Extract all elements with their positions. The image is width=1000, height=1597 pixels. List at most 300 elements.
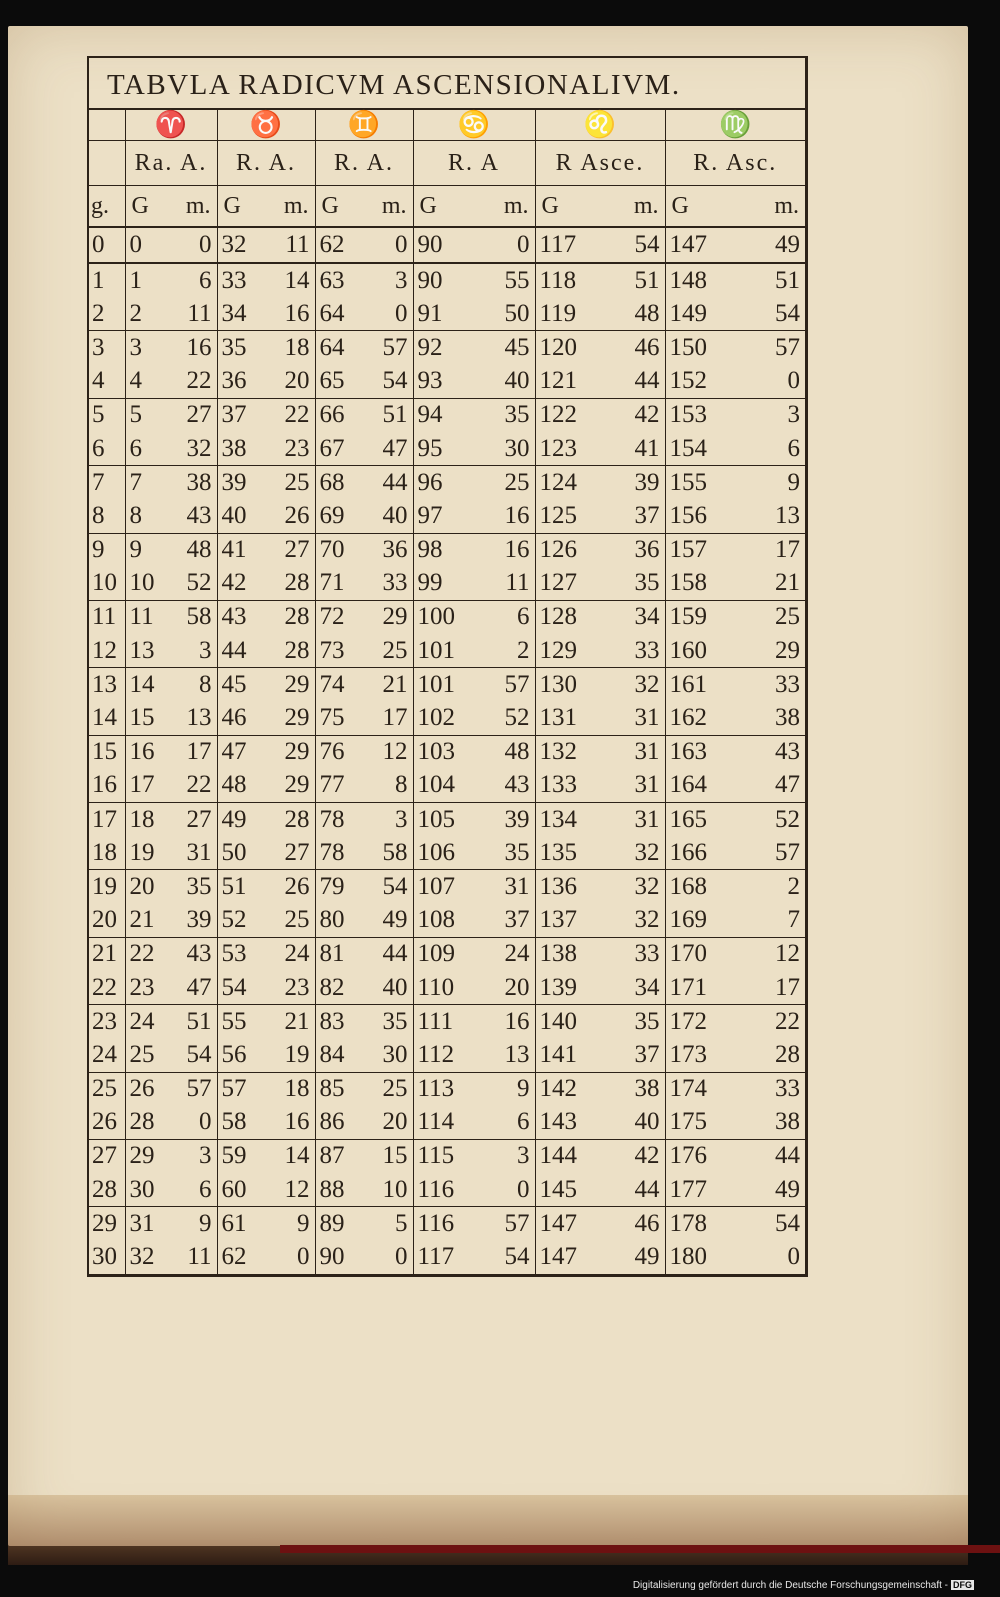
value-degrees: 80 bbox=[319, 906, 345, 934]
value-degrees: 78 bbox=[319, 805, 345, 833]
unit-degrees: G bbox=[223, 192, 241, 219]
value-cell bbox=[413, 735, 535, 769]
value-minutes: 23 bbox=[284, 434, 310, 462]
value-degrees: 49 bbox=[221, 805, 247, 833]
value-degrees: 121 bbox=[539, 367, 577, 395]
value-minutes: 7 bbox=[787, 906, 800, 934]
value-degrees: 150 bbox=[669, 333, 707, 361]
value-minutes: 47 bbox=[186, 973, 212, 1001]
value-minutes: 16 bbox=[284, 1108, 310, 1136]
value-minutes: 54 bbox=[504, 1243, 530, 1271]
value-cell bbox=[665, 971, 805, 1005]
value-minutes: 36 bbox=[634, 536, 660, 564]
value-cell bbox=[315, 836, 413, 870]
value-degrees: 32 bbox=[129, 1243, 155, 1271]
value-degrees: 96 bbox=[417, 468, 443, 496]
value-cell bbox=[413, 1106, 535, 1140]
value-minutes: 6 bbox=[787, 434, 800, 462]
value-cell bbox=[315, 600, 413, 634]
value-cell bbox=[315, 227, 413, 263]
unit-cell bbox=[315, 186, 413, 228]
value-degrees: 115 bbox=[417, 1142, 455, 1170]
col-header: R Asce. bbox=[535, 141, 665, 186]
value-degrees: 23 bbox=[129, 973, 155, 1001]
value-degrees: 25 bbox=[129, 1040, 155, 1068]
value-minutes: 3 bbox=[199, 636, 212, 664]
value-minutes: 9 bbox=[199, 1209, 212, 1237]
value-cell bbox=[413, 432, 535, 466]
value-cell bbox=[413, 870, 535, 904]
degree-cell: 1 bbox=[92, 266, 105, 294]
value-cell bbox=[315, 668, 413, 702]
value-minutes: 57 bbox=[504, 670, 530, 698]
value-degrees: 130 bbox=[539, 670, 577, 698]
value-cell bbox=[217, 937, 315, 971]
value-degrees: 94 bbox=[417, 401, 443, 429]
value-cell bbox=[535, 701, 665, 735]
degree-cell: 14 bbox=[89, 701, 125, 735]
degree-cell: 29 bbox=[92, 1209, 117, 1237]
value-minutes: 37 bbox=[634, 501, 660, 529]
value-minutes: 35 bbox=[382, 1007, 408, 1035]
value-degrees: 84 bbox=[319, 1040, 345, 1068]
value-cell bbox=[665, 803, 805, 837]
value-degrees: 32 bbox=[221, 231, 247, 258]
sign-leo: ♌ bbox=[535, 110, 665, 141]
value-cell bbox=[413, 365, 535, 399]
value-cell bbox=[413, 1240, 535, 1274]
value-cell bbox=[535, 971, 665, 1005]
value-degrees: 125 bbox=[539, 501, 577, 529]
value-cell bbox=[315, 533, 413, 567]
value-degrees: 153 bbox=[669, 401, 707, 429]
value-degrees: 89 bbox=[319, 1209, 345, 1237]
value-cell bbox=[315, 769, 413, 803]
value-cell bbox=[665, 904, 805, 938]
value-cell bbox=[665, 1005, 805, 1039]
value-degrees: 14 bbox=[129, 670, 155, 698]
degree-cell: 13 bbox=[92, 670, 117, 698]
value-degrees: 106 bbox=[417, 838, 455, 866]
value-degrees: 88 bbox=[319, 1175, 345, 1203]
value-minutes: 57 bbox=[775, 838, 800, 866]
value-degrees: 123 bbox=[539, 434, 577, 462]
value-minutes: 30 bbox=[504, 434, 530, 462]
value-degrees: 22 bbox=[129, 940, 155, 968]
value-degrees: 0 bbox=[129, 231, 142, 258]
unit-minutes: m. bbox=[503, 192, 529, 219]
value-minutes: 26 bbox=[284, 872, 310, 900]
value-cell bbox=[413, 769, 535, 803]
value-minutes: 54 bbox=[382, 872, 408, 900]
value-degrees: 47 bbox=[221, 738, 247, 766]
table-row bbox=[89, 533, 805, 567]
value-minutes: 12 bbox=[775, 940, 800, 968]
value-minutes: 17 bbox=[382, 704, 408, 732]
value-cell bbox=[125, 1106, 217, 1140]
col-header: R. A. bbox=[315, 141, 413, 186]
value-cell bbox=[125, 1139, 217, 1173]
value-degrees: 86 bbox=[319, 1108, 345, 1136]
value-cell bbox=[217, 1173, 315, 1207]
value-degrees: 50 bbox=[221, 838, 247, 866]
value-minutes: 29 bbox=[284, 670, 310, 698]
value-minutes: 54 bbox=[382, 367, 408, 395]
value-minutes: 49 bbox=[775, 231, 800, 258]
value-degrees: 97 bbox=[417, 501, 443, 529]
unit-row bbox=[89, 186, 805, 228]
value-degrees: 67 bbox=[319, 434, 345, 462]
value-cell bbox=[125, 735, 217, 769]
value-minutes: 28 bbox=[284, 636, 310, 664]
value-minutes: 9 bbox=[517, 1075, 530, 1103]
value-minutes: 35 bbox=[634, 1007, 660, 1035]
value-degrees: 90 bbox=[417, 266, 443, 294]
value-degrees: 91 bbox=[417, 299, 443, 327]
value-cell bbox=[413, 1005, 535, 1039]
value-degrees: 71 bbox=[319, 569, 345, 597]
value-degrees: 111 bbox=[417, 1007, 454, 1035]
value-cell bbox=[315, 971, 413, 1005]
value-minutes: 35 bbox=[504, 401, 530, 429]
value-cell bbox=[217, 227, 315, 263]
value-degrees: 11 bbox=[129, 603, 154, 631]
value-minutes: 40 bbox=[382, 973, 408, 1001]
table-row bbox=[89, 769, 805, 803]
value-cell bbox=[535, 1106, 665, 1140]
value-degrees: 173 bbox=[669, 1040, 707, 1068]
value-degrees: 42 bbox=[221, 569, 247, 597]
value-cell bbox=[665, 701, 805, 735]
value-cell bbox=[315, 1106, 413, 1140]
value-minutes: 54 bbox=[186, 1040, 212, 1068]
value-degrees: 7 bbox=[129, 468, 142, 496]
value-degrees: 4 bbox=[129, 367, 142, 395]
value-cell bbox=[125, 803, 217, 837]
value-cell bbox=[125, 1005, 217, 1039]
value-degrees: 172 bbox=[669, 1007, 707, 1035]
value-cell bbox=[217, 398, 315, 432]
value-cell bbox=[315, 263, 413, 297]
value-minutes: 43 bbox=[504, 771, 530, 799]
value-cell bbox=[125, 1173, 217, 1207]
value-minutes: 47 bbox=[775, 771, 800, 799]
value-degrees: 104 bbox=[417, 771, 455, 799]
value-degrees: 18 bbox=[129, 805, 155, 833]
value-minutes: 0 bbox=[517, 1175, 530, 1203]
sign-gemini: ♊ bbox=[315, 110, 413, 141]
value-degrees: 44 bbox=[221, 636, 247, 664]
value-minutes: 8 bbox=[199, 670, 212, 698]
value-minutes: 48 bbox=[186, 536, 212, 564]
value-cell bbox=[535, 432, 665, 466]
value-degrees: 147 bbox=[539, 1209, 577, 1237]
value-cell bbox=[665, 870, 805, 904]
value-minutes: 44 bbox=[775, 1142, 800, 1170]
value-degrees: 52 bbox=[221, 906, 247, 934]
value-minutes: 57 bbox=[504, 1209, 530, 1237]
value-degrees: 116 bbox=[417, 1209, 455, 1237]
value-degrees: 174 bbox=[669, 1075, 707, 1103]
ascension-table bbox=[87, 56, 808, 1277]
value-degrees: 162 bbox=[669, 704, 707, 732]
value-cell bbox=[535, 1207, 665, 1241]
value-degrees: 128 bbox=[539, 603, 577, 631]
value-degrees: 180 bbox=[669, 1243, 707, 1271]
value-cell bbox=[413, 297, 535, 331]
value-minutes: 28 bbox=[284, 569, 310, 597]
value-cell bbox=[535, 227, 665, 263]
value-cell bbox=[665, 1207, 805, 1241]
value-minutes: 2 bbox=[787, 872, 800, 900]
value-degrees: 68 bbox=[319, 468, 345, 496]
value-cell bbox=[217, 1139, 315, 1173]
value-minutes: 14 bbox=[284, 266, 310, 294]
value-minutes: 44 bbox=[382, 468, 408, 496]
value-minutes: 26 bbox=[284, 501, 310, 529]
value-degrees: 39 bbox=[221, 468, 247, 496]
value-degrees: 149 bbox=[669, 299, 707, 327]
value-minutes: 51 bbox=[634, 266, 660, 294]
value-cell bbox=[315, 398, 413, 432]
value-cell bbox=[315, 1072, 413, 1106]
value-degrees: 157 bbox=[669, 536, 707, 564]
value-cell bbox=[535, 600, 665, 634]
value-minutes: 25 bbox=[775, 603, 800, 631]
value-minutes: 0 bbox=[395, 1243, 408, 1271]
value-minutes: 49 bbox=[775, 1175, 800, 1203]
value-minutes: 57 bbox=[775, 333, 800, 361]
value-degrees: 81 bbox=[319, 940, 345, 968]
degree-cell: 10 bbox=[89, 567, 125, 601]
value-minutes: 43 bbox=[186, 940, 212, 968]
value-minutes: 3 bbox=[395, 805, 408, 833]
value-minutes: 33 bbox=[775, 1075, 800, 1103]
value-cell bbox=[125, 263, 217, 297]
value-degrees: 70 bbox=[319, 536, 345, 564]
degree-cell: 24 bbox=[89, 1038, 125, 1072]
value-minutes: 18 bbox=[284, 1075, 310, 1103]
value-cell bbox=[217, 533, 315, 567]
value-cell bbox=[413, 600, 535, 634]
value-degrees: 122 bbox=[539, 401, 577, 429]
value-degrees: 93 bbox=[417, 367, 443, 395]
value-cell bbox=[125, 1207, 217, 1241]
value-degrees: 137 bbox=[539, 906, 577, 934]
value-cell bbox=[217, 600, 315, 634]
value-minutes: 24 bbox=[504, 940, 530, 968]
value-cell bbox=[125, 904, 217, 938]
value-degrees: 159 bbox=[669, 603, 707, 631]
degree-cell: 3 bbox=[92, 333, 105, 361]
value-minutes: 34 bbox=[634, 973, 660, 1001]
value-minutes: 51 bbox=[186, 1007, 212, 1035]
value-cell bbox=[315, 803, 413, 837]
value-minutes: 18 bbox=[284, 333, 310, 361]
value-minutes: 11 bbox=[187, 299, 212, 327]
value-minutes: 39 bbox=[186, 906, 212, 934]
value-cell bbox=[665, 735, 805, 769]
value-degrees: 66 bbox=[319, 401, 345, 429]
value-degrees: 65 bbox=[319, 367, 345, 395]
value-cell bbox=[315, 937, 413, 971]
value-degrees: 35 bbox=[221, 333, 247, 361]
table-row bbox=[89, 937, 805, 971]
value-degrees: 72 bbox=[319, 603, 345, 631]
value-minutes: 42 bbox=[634, 1142, 660, 1170]
value-cell bbox=[665, 1072, 805, 1106]
value-degrees: 85 bbox=[319, 1075, 345, 1103]
sign-cancer: ♋ bbox=[413, 110, 535, 141]
table-row bbox=[89, 668, 805, 702]
table-row bbox=[89, 263, 805, 297]
value-minutes: 27 bbox=[284, 838, 310, 866]
value-degrees: 8 bbox=[129, 501, 142, 529]
value-minutes: 3 bbox=[517, 1142, 530, 1170]
value-cell bbox=[217, 1240, 315, 1274]
value-cell bbox=[315, 1173, 413, 1207]
value-cell bbox=[535, 466, 665, 500]
value-minutes: 38 bbox=[775, 1108, 800, 1136]
value-minutes: 44 bbox=[634, 367, 660, 395]
value-degrees: 142 bbox=[539, 1075, 577, 1103]
value-degrees: 54 bbox=[221, 973, 247, 1001]
value-degrees: 148 bbox=[669, 266, 707, 294]
value-degrees: 41 bbox=[221, 536, 247, 564]
value-cell bbox=[217, 499, 315, 533]
value-minutes: 46 bbox=[634, 333, 660, 361]
value-degrees: 107 bbox=[417, 872, 455, 900]
value-cell bbox=[315, 499, 413, 533]
value-cell bbox=[125, 600, 217, 634]
value-cell bbox=[217, 297, 315, 331]
value-degrees: 156 bbox=[669, 501, 707, 529]
value-degrees: 176 bbox=[669, 1142, 707, 1170]
value-cell bbox=[413, 634, 535, 668]
table-row bbox=[89, 1038, 805, 1072]
value-cell bbox=[665, 227, 805, 263]
value-cell bbox=[217, 1072, 315, 1106]
value-minutes: 42 bbox=[634, 401, 660, 429]
value-minutes: 25 bbox=[284, 468, 310, 496]
value-minutes: 28 bbox=[284, 603, 310, 631]
value-cell bbox=[535, 331, 665, 365]
value-cell bbox=[125, 499, 217, 533]
value-degrees: 43 bbox=[221, 603, 247, 631]
table-row bbox=[89, 836, 805, 870]
value-minutes: 31 bbox=[634, 738, 660, 766]
value-degrees: 116 bbox=[417, 1175, 455, 1203]
degree-cell: 9 bbox=[92, 536, 105, 564]
unit-degrees: G bbox=[671, 192, 689, 219]
value-degrees: 164 bbox=[669, 771, 707, 799]
value-minutes: 29 bbox=[284, 738, 310, 766]
value-minutes: 23 bbox=[284, 973, 310, 1001]
value-cell bbox=[665, 668, 805, 702]
value-minutes: 38 bbox=[775, 704, 800, 732]
value-degrees: 90 bbox=[417, 231, 443, 258]
unit-minutes: m. bbox=[633, 192, 659, 219]
table-body bbox=[89, 110, 805, 1275]
degree-cell: 23 bbox=[92, 1007, 117, 1035]
unit-minutes: m. bbox=[774, 192, 799, 219]
value-minutes: 25 bbox=[284, 906, 310, 934]
value-cell bbox=[315, 1005, 413, 1039]
value-minutes: 9 bbox=[787, 468, 800, 496]
value-cell bbox=[665, 769, 805, 803]
value-minutes: 13 bbox=[186, 704, 212, 732]
value-cell bbox=[413, 398, 535, 432]
degree-cell: 19 bbox=[92, 872, 117, 900]
value-degrees: 119 bbox=[539, 299, 577, 327]
value-minutes: 0 bbox=[199, 231, 212, 258]
value-degrees: 63 bbox=[319, 266, 345, 294]
value-cell bbox=[125, 297, 217, 331]
table-row bbox=[89, 634, 805, 668]
table-row bbox=[89, 735, 805, 769]
value-cell bbox=[315, 701, 413, 735]
value-cell bbox=[125, 971, 217, 1005]
column-header-row bbox=[89, 141, 805, 186]
value-degrees: 124 bbox=[539, 468, 577, 496]
value-minutes: 28 bbox=[775, 1040, 800, 1068]
value-minutes: 5 bbox=[395, 1209, 408, 1237]
value-minutes: 14 bbox=[284, 1142, 310, 1170]
value-minutes: 35 bbox=[504, 838, 530, 866]
value-degrees: 33 bbox=[221, 266, 247, 294]
value-minutes: 22 bbox=[186, 367, 212, 395]
value-cell bbox=[217, 365, 315, 399]
value-minutes: 17 bbox=[186, 738, 212, 766]
value-degrees: 165 bbox=[669, 805, 707, 833]
table-row bbox=[89, 567, 805, 601]
value-minutes: 6 bbox=[517, 1108, 530, 1136]
col-header: R. A. bbox=[217, 141, 315, 186]
table-row bbox=[89, 1072, 805, 1106]
value-minutes: 20 bbox=[382, 1108, 408, 1136]
value-cell bbox=[315, 466, 413, 500]
value-degrees: 143 bbox=[539, 1108, 577, 1136]
dfg-logo: DFG bbox=[953, 1580, 972, 1590]
value-cell bbox=[217, 432, 315, 466]
value-cell bbox=[413, 971, 535, 1005]
value-cell bbox=[125, 937, 217, 971]
value-cell bbox=[665, 499, 805, 533]
value-minutes: 29 bbox=[775, 636, 800, 664]
value-minutes: 0 bbox=[395, 231, 408, 258]
value-minutes: 12 bbox=[284, 1175, 310, 1203]
value-degrees: 160 bbox=[669, 636, 707, 664]
value-degrees: 92 bbox=[417, 333, 443, 361]
value-degrees: 53 bbox=[221, 940, 247, 968]
value-cell bbox=[315, 904, 413, 938]
value-cell bbox=[125, 769, 217, 803]
value-degrees: 31 bbox=[129, 1209, 155, 1237]
value-cell bbox=[535, 1139, 665, 1173]
value-cell bbox=[125, 533, 217, 567]
value-minutes: 45 bbox=[504, 333, 530, 361]
value-cell bbox=[125, 1038, 217, 1072]
value-minutes: 49 bbox=[382, 906, 408, 934]
value-cell bbox=[665, 297, 805, 331]
value-cell bbox=[125, 668, 217, 702]
value-degrees: 152 bbox=[669, 367, 707, 395]
degree-label: g. bbox=[89, 186, 125, 228]
value-degrees: 136 bbox=[539, 872, 577, 900]
value-cell bbox=[413, 1072, 535, 1106]
value-minutes: 16 bbox=[504, 536, 530, 564]
value-cell bbox=[125, 432, 217, 466]
